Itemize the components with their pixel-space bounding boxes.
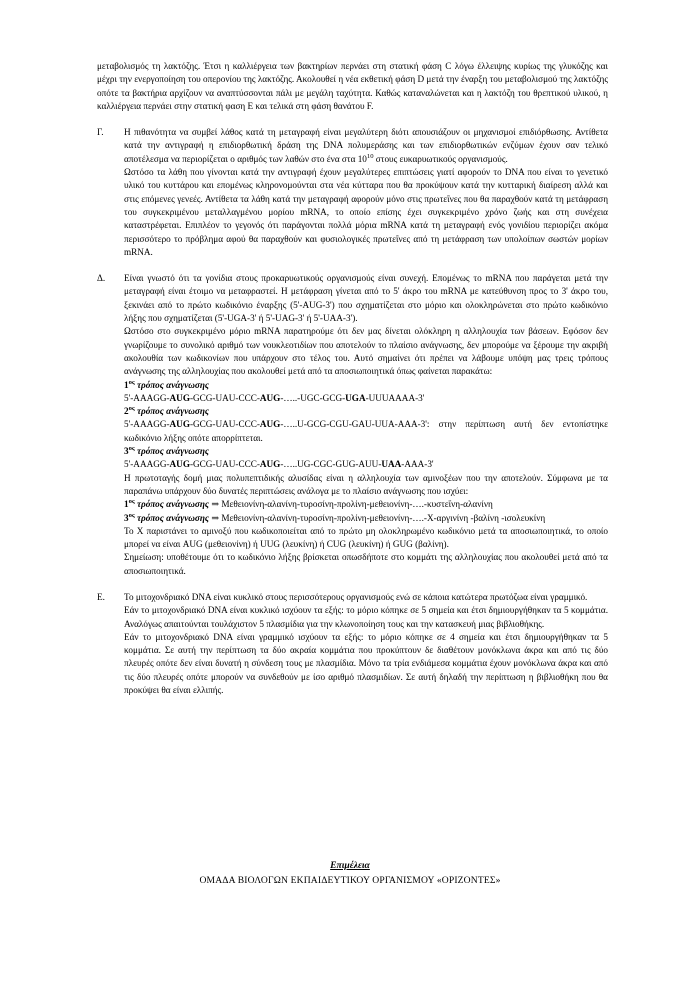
reading-way-1-label xyxy=(124,379,608,392)
section-gamma xyxy=(97,126,608,259)
rw2-part-2: -GCG-UAU-CCC- xyxy=(189,419,260,430)
section-epsilon xyxy=(97,591,608,697)
protein-line-2-label xyxy=(124,513,209,523)
gamma-p1-superscript: 10 xyxy=(366,152,374,160)
rw3-part-2: -GCG-UAU-CCC- xyxy=(189,459,260,470)
protein-line-2-arrow-icon: ⇒ xyxy=(211,512,220,523)
section-epsilon-paragraph-2: Εάν το μιτοχονδριακό DNA είναι κυκλικό ισχύουν τα εξής: το μόριο κόπηκε σε 5 σημεία και έτσι δημιουργήθηκαν τα 5 κομμάτια. Αναλόγως απαιτούνται τουλάχιστον 5 πλασμίδια για την κλωνοποίηση τους και την κατασκευή μιας βιβλιοθήκης. xyxy=(124,605,608,629)
rw3-codon-start-2: AUG xyxy=(259,459,281,470)
footer-organization: ΟΜΑΔΑ ΒΙΟΛΟΓΩΝ ΕΚΠΑΙΔΕΥΤΙΚΟΥ ΟΡΓΑΝΙΣΜΟΥ «ΟΡΙΖΟΝΤΕΣ» xyxy=(199,875,501,886)
rw1-part-2: -GCG-UAU-CCC- xyxy=(189,392,260,403)
intro-paragraph-block xyxy=(97,60,608,113)
reading-way-2-number: 2 xyxy=(124,406,129,417)
intro-paragraph: μεταβολισμός τη λακτόζης. Έτσι η καλλιέργεια των βακτηρίων περνάει στη στατική φάση C λόγω έλλειψης κυρίως της γλυκόζης και μέχρι την ενεργοποίηση του οπερονίου της λακτόζης. Ακολουθεί η νέα εκθετική φάση D μετά την έναρξη του μεταβολισμού της λακτόζης οπότε τα βακτήρια αρχίζουν να αναπτύσσονται πάλι με μεγάλη ταχύτητα. Καθώς καταναλώνεται και η λακτόζη του θρεπτικού υλικού, η καλλιέργεια περνάει στην στατική φαση Ε και τελικά στη φάση θανάτου F. xyxy=(97,61,608,111)
rw2-codon-start-2: AUG xyxy=(259,419,281,430)
rw2-part-1: 5'-AAAGG- xyxy=(124,419,170,430)
footer-editing-label: Επιμέλεια xyxy=(330,860,370,871)
reading-way-3-label xyxy=(124,445,608,458)
section-delta-paragraph-2: Ωστόσο στο συγκεκριμένο μόριο mRNA παρατηρούμε ότι δεν μας δίνεται ολόκληρη η αλληλουχία των βάσεων. Εφόσον δεν γνωρίζουμε το συνολικό αριθμό των νουκλεοτιδίων που αποτελούν το πλαίσιο ανάγνωσης, δεν μπορούμε να ξέρουμε την ακριβή ακολουθία των κωδικονίων που υπάρχουν στο τέλος του. Αυτό σημαίνει ότι πρέπει να λάβουμε υπόψη μας τρεις τρόπους ανάγνωσης της αλληλουχίας που ακολουθεί μετά από τα αποσιωποιητικά όπως φαίνεται παρακάτω: xyxy=(124,326,608,377)
reading-way-1-number: 1 xyxy=(124,379,129,390)
document-footer xyxy=(0,858,700,888)
rw1-codon-stop: UGA xyxy=(345,392,366,403)
section-epsilon-label: Ε. xyxy=(97,591,105,602)
section-delta-closing-paragraph-1: Το Χ παριστάνει το αμινοξύ που κωδικοποιείται από το πρώτο μη ολοκληρωμένο κωδικόνιο μετά τα αποσιωποιητικά, το οποίο μπορεί να είναι AUG (μεθειονίνη) ή UUG (λευκίνη) ή CUG (λευκίνη) ή GUG (βαλίνη). xyxy=(124,525,608,550)
rw1-part-4: -UUUAAAA-3' xyxy=(365,392,425,403)
section-delta xyxy=(97,272,608,578)
section-epsilon-paragraph-1: Το μιτοχονδριακό DNA είναι κυκλικό στους περισσότερους οργανισμούς ενώ σε κάποια κατώτερα πρωτόζωα είναι γραμμικό. xyxy=(124,591,588,602)
rw2-part-3: -…..U-GCG-CGU-GAU-UUA-AAA-3': xyxy=(280,419,430,430)
protein-line-1-ordinal: ος xyxy=(128,498,135,506)
protein-line-2-chain: Μεθειονίνη-αλανίνη-τυροσίνη-προλίνη-μεθειονίνη-….-Χ-αργινίνη -βαλίνη -ισολευκίνη xyxy=(221,512,546,523)
reading-way-2-label xyxy=(124,405,608,418)
reading-way-1-text: τρόπος ανάγνωσης xyxy=(136,379,210,390)
section-delta-after-ways-paragraph: Η πρωτοταγής δομή μιας πολυπεπτιδικής αλυσίδας είναι η αλληλουχία των αμινοξέων που την αποτελούν. Σύμφωνα με τα παραπάνω υπάρχουν δύο δυνατές περιπτώσεις ανάλογα με το πλαίσιο ανάγνωσης που ισχύει: xyxy=(124,472,608,496)
rw1-codon-start-2: AUG xyxy=(259,392,281,403)
section-delta-label: Δ. xyxy=(97,273,106,284)
protein-line-1-chain: Μεθειονίνη-αλανίνη-τυροσίνη-προλίνη-μεθειονίνη-….-κυστεΐνη-αλανίνη xyxy=(221,499,493,510)
section-gamma-paragraph-2: Ωστόσο τα λάθη που γίνονται κατά την αντιγραφή έχουν μεγαλύτερες επιπτώσεις γιατί αφορούν το DNA που είναι το γενετικό υλικό του κυττάρου και επομένως κληρονομούνται στα νέα κύτταρα που θα προκύψουν κατά την κυτταρική διαίρεση αλλά και στις επόμενες γενεές. Αντίθετα τα λάθη κατά την μεταγραφή αφορούν μόνο στις πρωτεΐνες που θα παραχθούν κατά τη μετάφραση του συγκεκριμένου μεταλλαγμένου μορίου mRNA, το οποίο επίσης έχει συγκεκριμένο χρόνο ζωής και στη συνέχεια καταστρέφεται. Επιπλέον το γεγονός ότι παράγονται πολλά μόρια mRNA κατά τη μεταγραφή ενός γονιδίου περιορίζει ακόμα περισσότερο το πρόβλημα αφού θα παραχθούν και φυσιολογικές πρωτεΐνες από τη μετάφραση των υπολοίπων σωστών μορίων mRNA. xyxy=(124,167,608,257)
protein-line-2-label-text: τρόπος ανάγνωσης xyxy=(136,512,210,523)
protein-line-1-number: 1 xyxy=(124,499,129,510)
protein-line-2-number: 3 xyxy=(124,512,129,523)
section-gamma-body xyxy=(124,126,608,259)
rw3-part-3: -…..UG-CGC-GUG-AUU- xyxy=(280,459,382,470)
rw1-codon-start-1: AUG xyxy=(169,392,190,403)
section-epsilon-paragraph-3: Εάν το μιτοχονδριακό DNA είναι γραμμικό ισχύουν τα εξής: το μόριο κόπηκε σε 4 σημεία και έτσι δημιουργήθηκαν τα 5 κομμάτια. Σε αυτή την περίπτωση τα δύο ακραία κομμάτια που προκύπτουν δε διαθέτουν μονόκλωνα άκρα και από τις δύο πλευρές οπότε δεν είναι δυνατή η σύνδεση τους με πλασμίδια. Μόνο τα τρία ενδιάμεσα κομμάτια έχουν μονόκλωνα άκρα και από τις δύο πλευρές οπότε μπορούν να συνδεθούν με ίσο αριθμό πλασμιδίων. Σε αυτή δηλαδή την περίπτωση η βιβλιοθήκη που θα προκύψει θα είναι ελλιπής. xyxy=(124,631,608,696)
gamma-p1-before: Η πιθανότητα να συμβεί λάθος κατά τη μεταγραφή είναι μεγαλύτερη διότι απουσιάζουν οι μηχανισμοί επιδιόρθωσης. Αντίθετα κατά την αντιγραφή η επιδιορθωτική δράση της DNA πολυμεράσης και των επιδιορθωτικών ενζύμων έχουν σαν τελικό αποτέλεσμα να περιορίζεται ο αριθμός των λαθών στο ένα στα 10 xyxy=(124,127,608,164)
section-delta-paragraph-1: Είναι γνωστό ότι τα γονίδια στους προκαρυωτικούς οργανισμούς είναι συνεχή. Επομένως το mRNA που παράγεται μετά την μεταγραφή είναι έτοιμο να μεταφραστεί. Η μετάφραση γίνεται από το 5' άκρο του mRNA με κατεύθυνση προς το 3' άκρο του, ξεκινάει από το πρώτο κωδικόνιο έναρξης (5'-AUG-3') που σχηματίζεται στο μόριο και ολοκληρώνεται στο πρώτο κωδικόνιο λήξης που σχηματίζεται (5'-UGA-3' ή 5'-UAG-3' ή 5'-UAA-3'). xyxy=(124,273,608,324)
rw1-part-3: -…..-UGC-GCG- xyxy=(280,392,346,403)
section-gamma-label: Γ. xyxy=(97,127,104,138)
rw3-codon-stop: UAA xyxy=(381,459,402,470)
section-delta-closing-paragraph-2: Σημείωση: υποθέτουμε ότι το κωδικόνιο λήξης βρίσκεται οπωσδήποτε στο κομμάτι της αλληλουχίας που ακολουθεί μετά από τα αποσιωποιητικά. xyxy=(124,552,608,576)
rw1-part-1: 5'-AAAGG- xyxy=(124,392,170,403)
reading-way-3-text: τρόπος ανάγνωσης xyxy=(136,446,210,457)
reading-way-2-sequence xyxy=(124,418,608,445)
protein-line-1-arrow-icon: ⇒ xyxy=(211,499,220,510)
rw3-part-1: 5'-AAAGG- xyxy=(124,459,170,470)
rw3-codon-start-1: AUG xyxy=(169,459,190,470)
reading-way-1-ordinal: ος xyxy=(128,378,135,386)
protein-line-1 xyxy=(124,498,608,511)
rw3-part-4: -AAA-3' xyxy=(401,459,434,470)
gamma-p1-after: στους ευκαρυωτικούς οργανισμούς. xyxy=(373,153,508,164)
section-epsilon-body xyxy=(124,591,608,697)
rw2-codon-start-1: AUG xyxy=(169,419,190,430)
protein-line-1-label-text: τρόπος ανάγνωσης xyxy=(136,499,210,510)
reading-way-3-sequence xyxy=(124,458,608,471)
protein-line-2 xyxy=(124,512,608,525)
reading-way-3-number: 3 xyxy=(124,446,129,457)
section-gamma-paragraph-1 xyxy=(124,126,608,166)
rw2-note: στην περίπτωση αυτή δεν εντοπίστηκε κωδικόνιο λήξης οπότε απορρίπτεται. xyxy=(124,419,608,443)
reading-way-3-ordinal: ος xyxy=(128,444,135,452)
section-delta-body xyxy=(124,272,608,578)
protein-line-2-ordinal: ος xyxy=(128,511,135,519)
reading-way-1-sequence xyxy=(124,392,608,405)
reading-way-2-text: τρόπος ανάγνωσης xyxy=(136,406,210,417)
protein-line-1-label xyxy=(124,499,209,509)
reading-way-2-ordinal: ος xyxy=(128,405,135,413)
